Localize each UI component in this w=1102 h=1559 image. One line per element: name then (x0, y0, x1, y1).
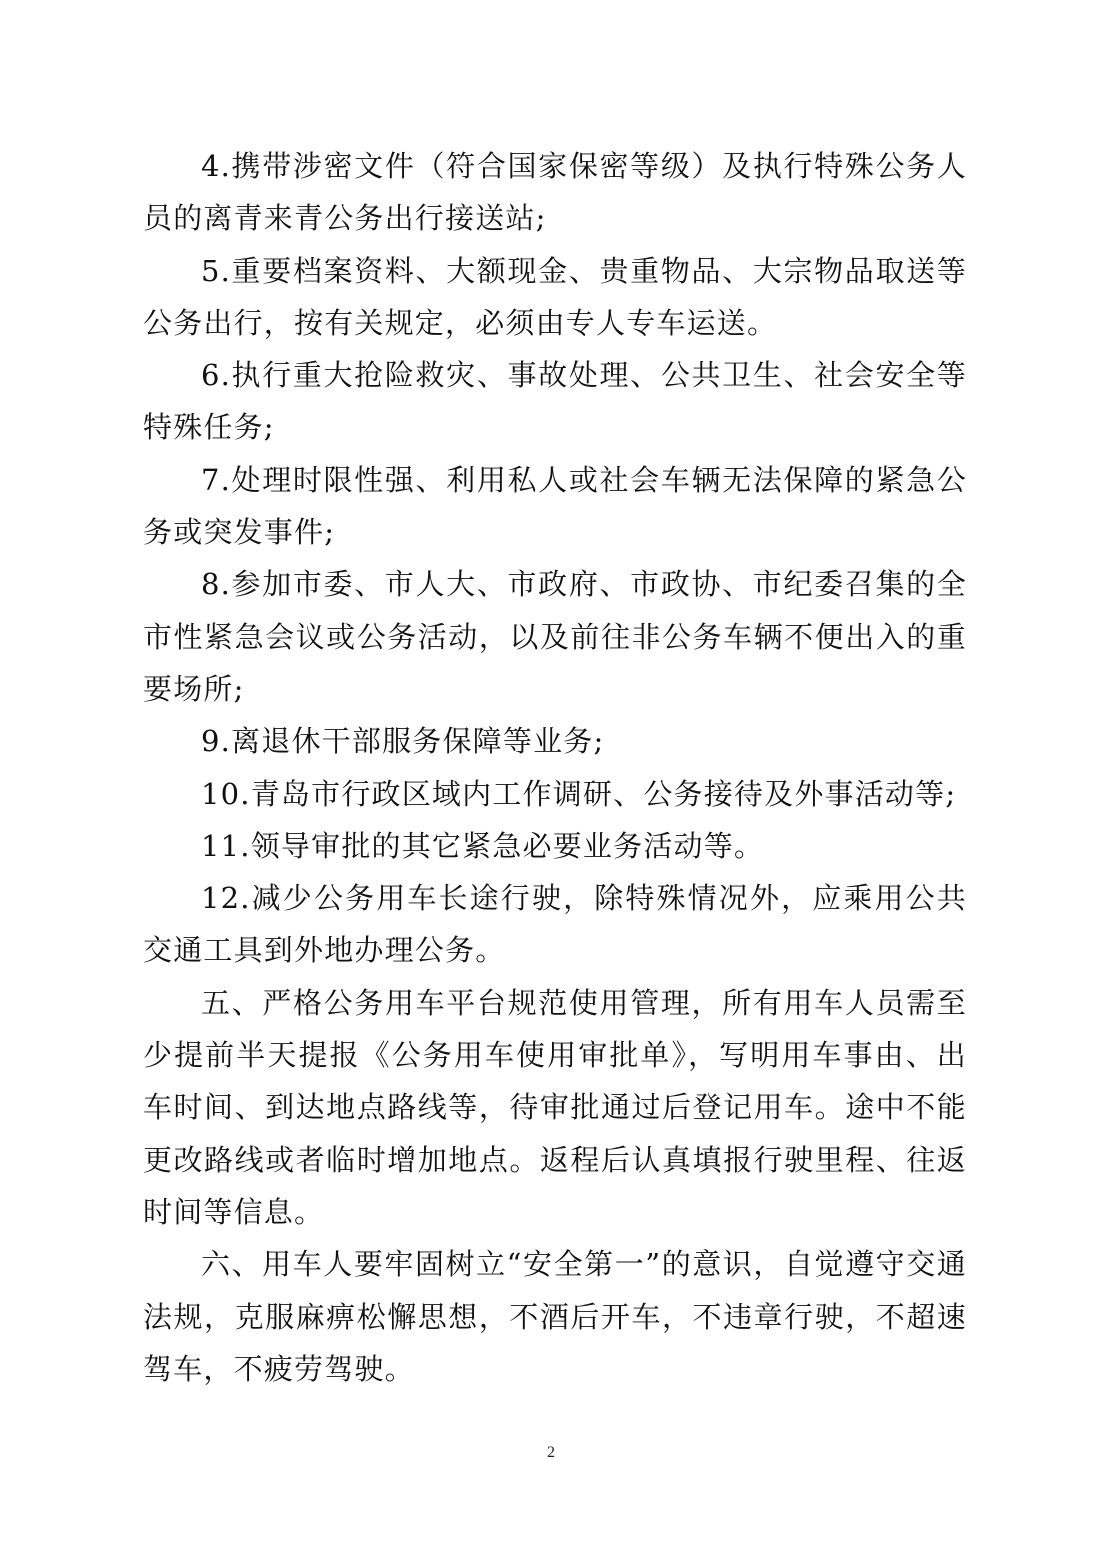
document-body (143, 140, 967, 1395)
paragraph-section-6: 六、用车人要牢固树立“安全第一”的意识，自觉遵守交通法规，克服麻痹松懈思想，不酒后开车，不违章行驶，不超速驾车，不疲劳驾驶。 (143, 1247, 967, 1386)
paragraph-item-12: 12.减少公务用车长途行驶，除特殊情况外，应乘用公共交通工具到外地办理公务。 (143, 881, 967, 968)
paragraph-item-5: 5.重要档案资料、大额现金、贵重物品、大宗物品取送等公务出行，按有关规定，必须由专人专车运送。 (143, 253, 967, 340)
page-number: 2 (547, 1444, 555, 1461)
paragraph-item-11: 11.领导审批的其它紧急必要业务活动等。 (201, 828, 765, 863)
paragraph-item-8: 8.参加市委、市人大、市政府、市政协、市纪委召集的全市性紧急会议或公务活动，以及前往非公务车辆不便出入的重要场所; (143, 567, 967, 706)
paragraph-item-4: 4.携带涉密文件（符合国家保密等级）及执行特殊公务人员的离青来青公务出行接送站; (143, 149, 967, 236)
paragraph-section-5: 五、严格公务用车平台规范使用管理，所有用车人员需至少提前半天提报《公务用车使用审批单》，写明用车事由、出车时间、到达地点路线等，待审批通过后登记用车。途中不能更改路线或者临时增加地点。返程后认真填报行驶里程、往返时间等信息。 (143, 985, 967, 1229)
paragraph-item-6: 6.执行重大抢险救灾、事故处理、公共卫生、社会安全等特殊任务; (143, 358, 967, 445)
paragraph-item-10: 10.青岛市行政区域内工作调研、公务接待及外事活动等; (201, 776, 957, 811)
paragraph-item-7: 7.处理时限性强、利用私人或社会车辆无法保障的紧急公务或突发事件; (143, 462, 967, 550)
paragraph-item-9: 9.离退休干部服务保障等业务; (201, 724, 605, 759)
